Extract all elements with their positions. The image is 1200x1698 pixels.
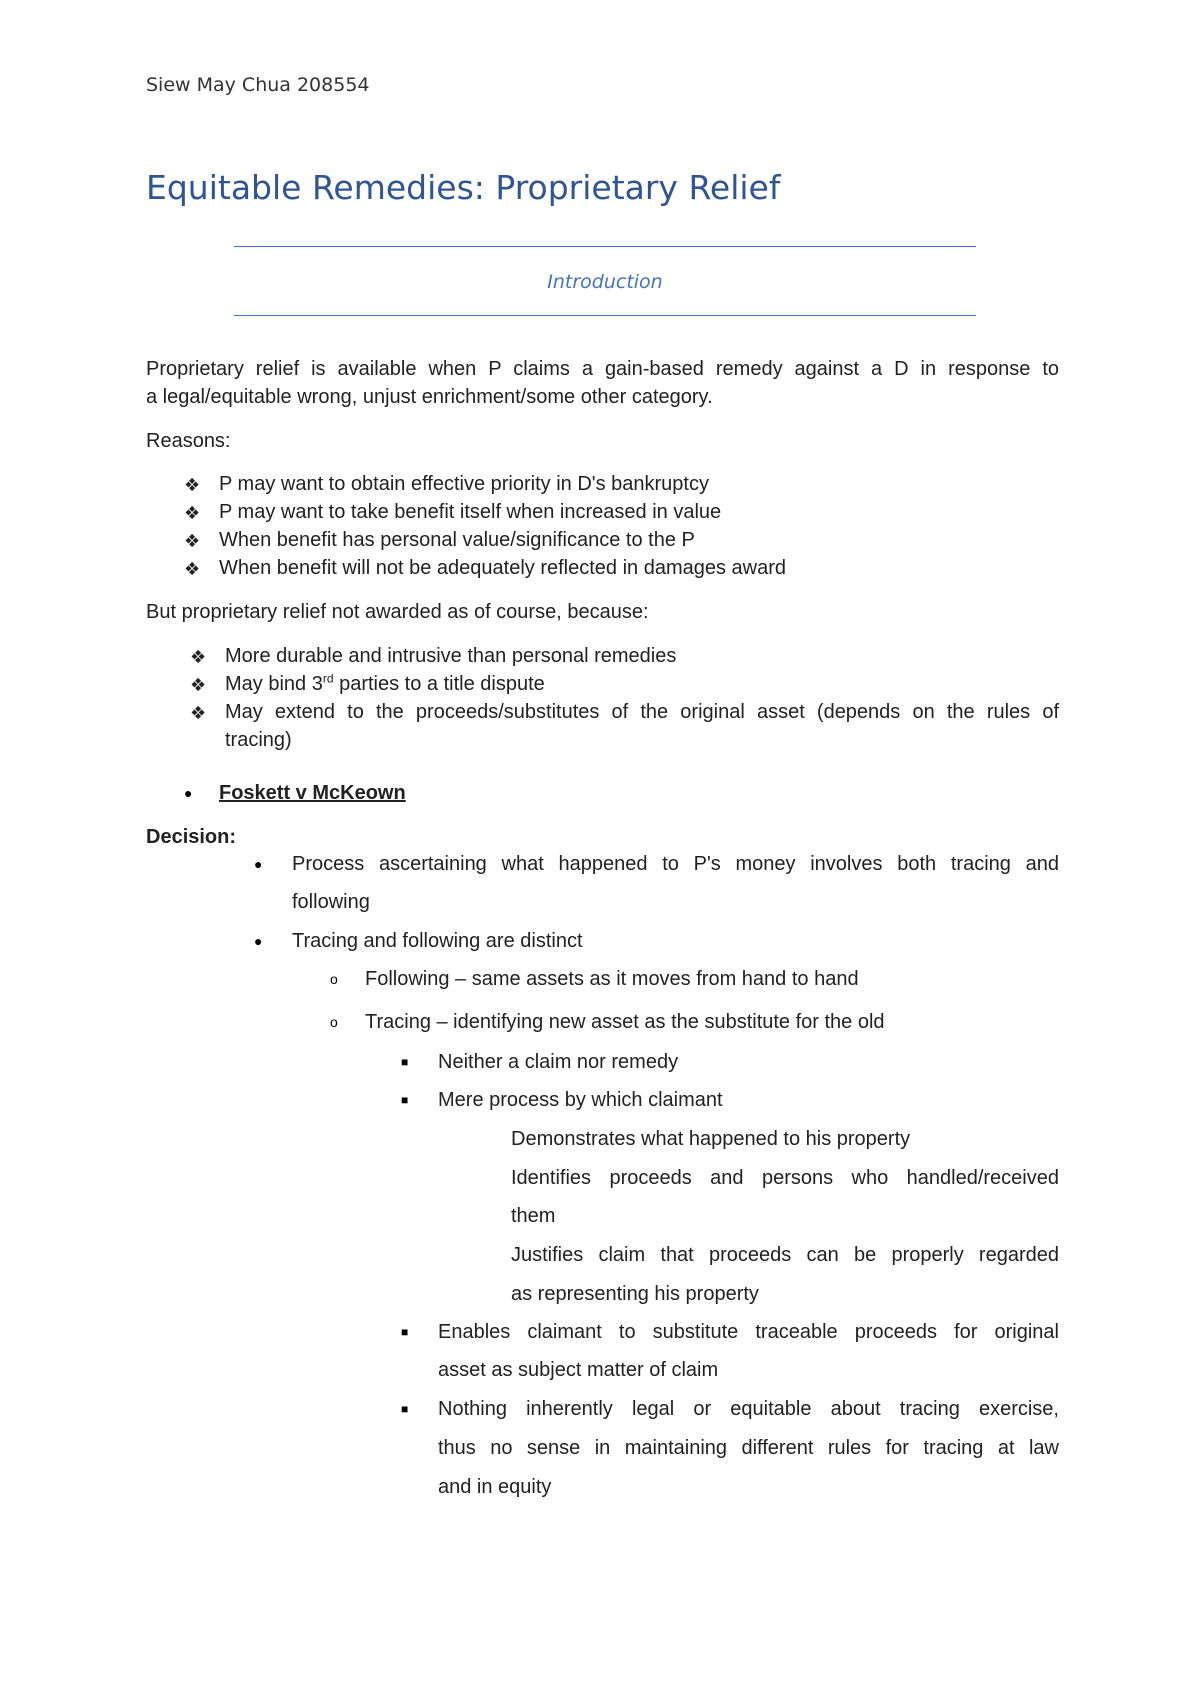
intro-line-1: Proprietary relief is available when P claims a gain-based remedy against a D in response to (146, 358, 1059, 380)
subtitle-bottom-rule (234, 315, 976, 316)
square-bullet-icon: ■ (401, 1093, 409, 1107)
tracing-sub-item-line-2: thus no sense in maintaining different rules for tracing at law (438, 1437, 1059, 1459)
reason-item: When benefit has personal value/significance to the P (219, 529, 695, 551)
diamond-bullet-icon: ❖ (184, 559, 201, 579)
decision-label: Decision: (146, 826, 237, 848)
tracing-sub-item-line-3: and in equity (438, 1476, 552, 1498)
reason-item: P may want to obtain effective priority in D's bankruptcy (219, 473, 709, 495)
tracing-sub-item-line-1: Nothing inherently legal or equitable about tracing exercise, (438, 1398, 1059, 1420)
case-name: Foskett v McKeown (219, 782, 406, 804)
hollow-bullet-icon: o (330, 971, 338, 987)
following-item: Following – same assets as it moves from hand to hand (365, 968, 859, 990)
claimant-step-line-2: as representing his property (511, 1283, 759, 1305)
tracing-sub-item-line-2: asset as subject matter of claim (438, 1359, 719, 1381)
claimant-step: Demonstrates what happened to his property (511, 1128, 911, 1150)
but-item-2 (225, 673, 545, 696)
but-item-1: More durable and intrusive than personal remedies (225, 645, 677, 667)
tracing-sub-item: Neither a claim nor remedy (438, 1051, 679, 1073)
claimant-step-line-1: Justifies claim that proceeds can be properly regarded (511, 1244, 1059, 1266)
tracing-sub-item-line-1: Enables claimant to substitute traceable proceeds for original (438, 1321, 1059, 1343)
diamond-bullet-icon: ❖ (190, 647, 207, 667)
but-item-3-line-1: May extend to the proceeds/substitutes of the original asset (depends on the rules of (225, 701, 1059, 723)
round-bullet-icon: ● (254, 856, 263, 872)
reason-item: When benefit will not be adequately reflected in damages award (219, 557, 787, 579)
but-item-3-line-2: tracing) (225, 729, 292, 751)
square-bullet-icon: ■ (401, 1055, 409, 1069)
but-label: But proprietary relief not awarded as of course, because: (146, 601, 649, 623)
diamond-bullet-icon: ❖ (184, 475, 201, 495)
decision-item-2: Tracing and following are distinct (292, 930, 583, 952)
page-title: Equitable Remedies: Proprietary Relief (146, 168, 781, 207)
but-item-2-post: parties to a title dispute (333, 673, 545, 695)
decision-item-1-line-1: Process ascertaining what happened to P's money involves both tracing and (292, 853, 1059, 875)
square-bullet-icon: ■ (401, 1325, 409, 1339)
round-bullet-icon: ● (254, 933, 263, 949)
hollow-bullet-icon: o (330, 1014, 338, 1030)
diamond-bullet-icon: ❖ (190, 675, 207, 695)
subtitle-top-rule (234, 246, 976, 247)
tracing-item: Tracing – identifying new asset as the substitute for the old (365, 1011, 885, 1033)
ordinal-suffix: rd (322, 671, 334, 686)
tracing-sub-item: Mere process by which claimant (438, 1089, 723, 1111)
round-bullet-icon: ● (184, 785, 193, 801)
reasons-label: Reasons: (146, 430, 231, 452)
subtitle: Introduction (547, 271, 663, 293)
claimant-step-line-2: them (511, 1205, 556, 1227)
diamond-bullet-icon: ❖ (190, 703, 207, 723)
diamond-bullet-icon: ❖ (184, 531, 201, 551)
square-bullet-icon: ■ (401, 1402, 409, 1416)
reason-item: P may want to take benefit itself when increased in value (219, 501, 722, 523)
decision-item-1-line-2: following (292, 891, 370, 913)
claimant-step-line-1: Identifies proceeds and persons who handled/received (511, 1167, 1059, 1189)
intro-line-2: a legal/equitable wrong, unjust enrichment/some other category. (146, 386, 713, 408)
but-item-2-pre: May bind 3 (225, 673, 323, 695)
diamond-bullet-icon: ❖ (184, 503, 201, 523)
page-header: Siew May Chua 208554 (146, 74, 370, 96)
